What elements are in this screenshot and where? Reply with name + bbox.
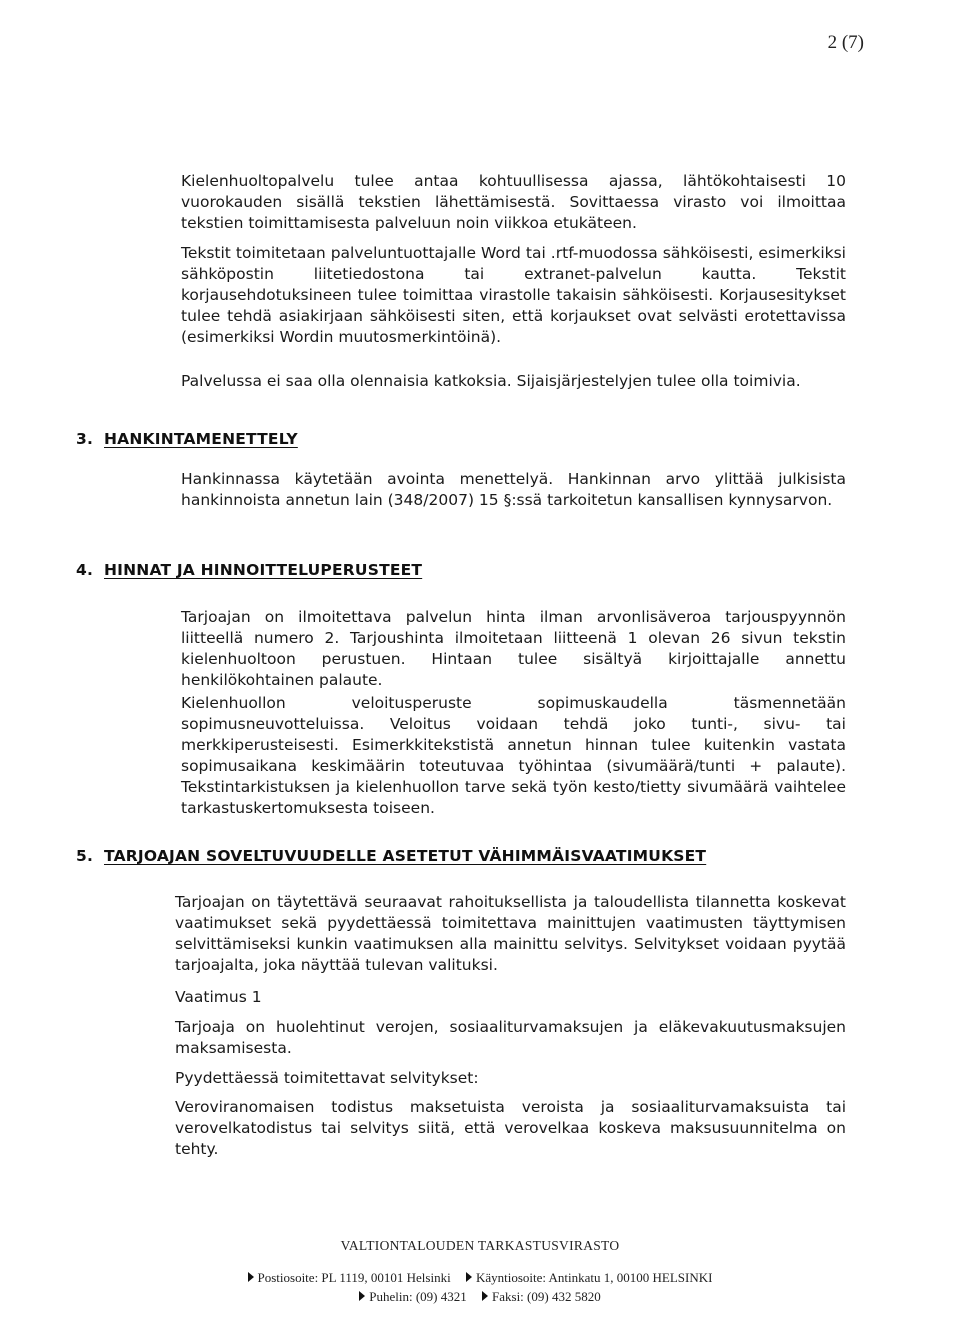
service-continuity-paragraph: Palvelussa ei saa olla olennaisia katkoksia. Sijaisjärjestelyjen tulee olla toimivia. xyxy=(181,372,801,390)
bullet-arrow-icon xyxy=(466,1272,472,1282)
requirement-1-label: Vaatimus 1 xyxy=(175,988,262,1006)
footer-phone: Puhelin: (09) 4321 xyxy=(369,1289,467,1304)
procedure-paragraph: Hankinnassa käytetään avointa menettelyä. Hankinnan arvo ylittää julkisista hankinnoista annetun lain (348/2007) 15 §:ssä tarkoitetun kansallisen kynnysarvon. xyxy=(181,470,846,509)
requirement-1-text: Tarjoaja on huolehtinut verojen, sosiaaliturvamaksujen ja eläkevakuutusmaksujen maksamisesta. xyxy=(175,1018,846,1057)
proof-documents-text: Veroviranomaisen todistus maksetuista veroista ja sosiaaliturvamaksuista tai verovelkatodistus tai selvitys siitä, että verovelkaa koskeva maksusuunnitelma on tehty. xyxy=(175,1098,846,1158)
section-3-title: HANKINTAMENETTELY xyxy=(104,430,298,448)
section-3-heading xyxy=(76,430,298,448)
section-5-heading xyxy=(76,847,706,865)
section-5-title: TARJOAJAN SOVELTUVUUDELLE ASETETUT VÄHIMMÄISVAATIMUKSET xyxy=(104,847,707,865)
bullet-arrow-icon xyxy=(248,1272,254,1282)
bullet-arrow-icon xyxy=(482,1291,488,1301)
footer-addresses xyxy=(0,1270,960,1286)
footer-fax-item xyxy=(482,1289,601,1305)
section-5-number: 5. xyxy=(76,847,94,865)
delivery-time-paragraph: Kielenhuoltopalvelu tulee antaa kohtuullisessa ajassa, lähtökohtaisesti 10 vuorokauden sisällä tekstien lähettämisestä. Sovittaessa virasto voi ilmoittaa tekstien toimittamisesta palveluun noin viikkoa etukäteen. xyxy=(181,172,846,232)
proof-documents-label: Pyydettäessä toimitettavat selvitykset: xyxy=(175,1069,479,1087)
bullet-arrow-icon xyxy=(359,1291,365,1301)
section-4-heading xyxy=(76,561,422,579)
footer-phone-item xyxy=(359,1289,467,1305)
section-4-number: 4. xyxy=(76,561,94,579)
footer-contacts xyxy=(0,1289,960,1305)
section-3-number: 3. xyxy=(76,430,94,448)
delivery-format-paragraph: Tekstit toimitetaan palveluntuottajalle Word tai .rtf-muodossa sähköisesti, esimerkiksi sähköpostin liitetiedostona tai extranet-palvelun kautta. Tekstit korjausehdotuksineen tulee toimittaa virastolle takaisin sähköisesti. Korjausesitykset tulee tehdä asiakirjaan sähköisesti siten, että korjaukset ovat selvästi erotettavissa (esimerkiksi Wordin muutosmerkintöinä). xyxy=(181,244,846,346)
footer-postal-address: Postiosoite: PL 1119, 00101 Helsinki xyxy=(257,1270,451,1285)
billing-basis-paragraph: Kielenhuollon veloitusperuste sopimuskaudella täsmennetään sopimusneuvotteluissa. Veloitus voidaan tehdä joko tunti-, sivu- tai merkkiperusteisesti. Esimerkkitekstistä annetun hinnan tulee kuitenkin vastata sopimusaikana keskimäärin toteutuvaa työhintaa (sivumäärä/tunti + palaute). Tekstintarkistuksen ja kielenhuollon tarve sekä työn kesto/tietty sivumäärä vaihtelee tarkastuskertomuksesta toiseen. xyxy=(181,694,846,817)
footer-visiting-address: Käyntiosoite: Antinkatu 1, 00100 HELSINKI xyxy=(475,1270,713,1285)
section-4-title: HINNAT JA HINNOITTELUPERUSTEET xyxy=(104,561,423,579)
footer-postal-item xyxy=(248,1270,451,1286)
footer-agency-name: VALTIONTALOUDEN TARKASTUSVIRASTO xyxy=(340,1238,620,1253)
footer-fax: Faksi: (09) 432 5820 xyxy=(492,1289,601,1304)
requirements-intro-paragraph: Tarjoajan on täytettävä seuraavat rahoituksellista ja taloudellista tilannetta koskevat vaatimukset sekä pyydettäessä toimitettava mainittujen vaatimusten täyttymisen selvittämiseksi kunkin vaatimuksen alla mainittu selvitys. Selvitykset voidaan pyytää tarjoajalta, joka näyttää tulevan valituksi. xyxy=(175,893,846,974)
price-paragraph: Tarjoajan on ilmoitettava palvelun hinta ilman arvonlisäveroa tarjouspyynnön liitteellä numero 2. Tarjoushinta ilmoitetaan liitteenä 1 olevan 26 sivun tekstin kielenhuoltoon perustuen. Hintaan tulee sisältyä kirjoittajalle annettu henkilökohtainen palaute. xyxy=(181,608,846,689)
footer-visiting-item xyxy=(466,1270,713,1286)
page-number: 2 (7) xyxy=(827,32,864,53)
